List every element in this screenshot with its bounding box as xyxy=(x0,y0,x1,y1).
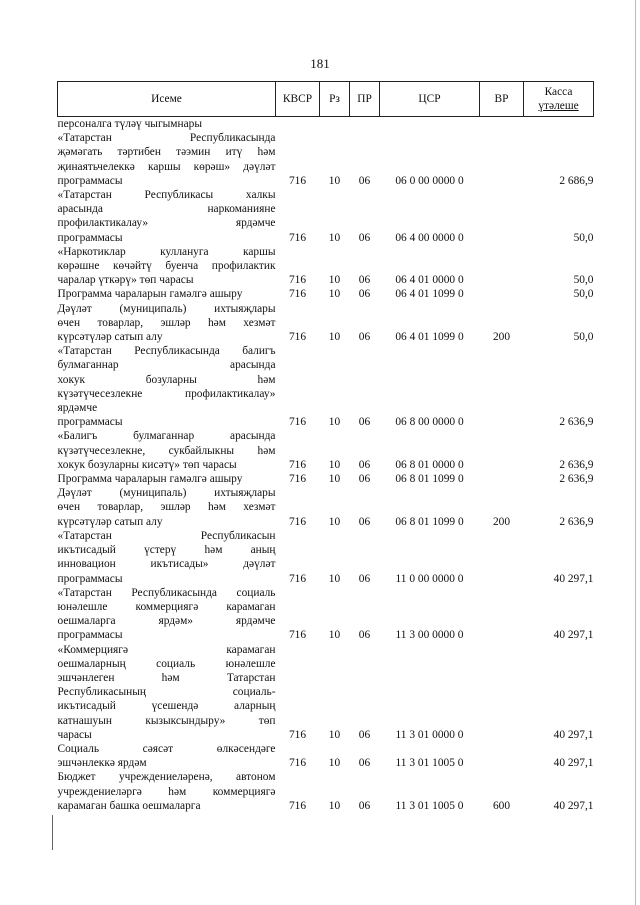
row-name-line: «Наркотиклар куллануга каршы xyxy=(57,245,276,258)
row-name-line: Бюджет учреждениеләренә, автоном xyxy=(57,771,276,784)
row-name-line: юнәлешле коммерциягә карамаган xyxy=(57,600,276,613)
row-rz: 10 xyxy=(328,458,341,471)
row-name-line: Программа чараларын гамәлгә ашыру xyxy=(57,288,243,301)
row-name xyxy=(58,131,276,188)
header-csr: ЦСР xyxy=(380,82,480,117)
row-vr xyxy=(480,344,524,429)
row-name-line: булмаганнар арасында xyxy=(57,359,276,372)
row-name xyxy=(58,529,276,586)
row-name xyxy=(58,117,276,132)
row-amount: 40 297,1 xyxy=(553,728,594,741)
row-csr: 06 0 00 0000 0 xyxy=(395,174,464,187)
header-kvsr: КВСР xyxy=(276,82,320,117)
row-amount: 40 297,1 xyxy=(553,799,594,812)
row-vr xyxy=(480,429,524,472)
row-name-line: көрәшне көчәйтү буенча профилактик xyxy=(57,260,276,273)
table-row xyxy=(58,643,594,742)
row-csr: 11 3 01 0000 0 xyxy=(395,728,464,741)
row-kvsr: 716 xyxy=(288,515,307,528)
row-name xyxy=(58,188,276,245)
row-kvsr: 716 xyxy=(288,231,307,244)
row-csr: 11 3 01 1005 0 xyxy=(395,757,464,770)
row-kvsr: 716 xyxy=(288,174,307,187)
row-vr: 600 xyxy=(492,799,511,812)
row-name-line: «Балигъ булмаганнар арасында xyxy=(57,430,276,443)
row-pr: 06 xyxy=(358,274,371,287)
row-pr: 06 xyxy=(358,629,371,642)
row-name-line: учреждениеләргә һәм коммерциягә xyxy=(57,785,276,798)
row-name xyxy=(58,586,276,643)
row-name-line: чаралар үткәрү» төп чарасы xyxy=(57,274,194,287)
row-amount: 50,0 xyxy=(573,231,594,244)
row-vr xyxy=(480,287,524,301)
row-amount: 40 297,1 xyxy=(553,757,594,770)
table-row xyxy=(58,302,594,345)
row-name-line: эшчәнлеккә ярдәм xyxy=(57,757,147,770)
table-row xyxy=(58,344,594,429)
row-name-line: профилактикалау» ярдәмче xyxy=(57,217,276,230)
row-name-line: икътисадый үсешендә аларның xyxy=(57,700,276,713)
row-name-line: программасы xyxy=(57,572,123,585)
row-csr: 06 8 01 1099 0 xyxy=(395,473,464,486)
row-name-line: Дәүләт (муниципаль) ихтыяҗлары xyxy=(57,487,276,500)
row-name xyxy=(58,287,276,301)
row-rz: 10 xyxy=(328,728,341,741)
row-name-line: оешмаларга ярдәм» ярдәмче xyxy=(57,615,276,628)
row-name-line: ярдәмче xyxy=(57,402,98,415)
row-csr: 06 8 01 1099 0 xyxy=(395,515,464,528)
row-csr xyxy=(380,117,480,132)
row-name-line: өчен товарлар, эшләр һәм хезмәт xyxy=(57,316,276,329)
row-name-line: «Татарстан Республикасында xyxy=(57,132,276,145)
row-name xyxy=(58,770,276,813)
row-vr xyxy=(480,586,524,643)
row-csr: 06 4 01 1099 0 xyxy=(395,331,464,344)
header-cash-line1: Касса xyxy=(544,86,573,98)
row-name xyxy=(58,429,276,472)
row-pr: 06 xyxy=(358,458,371,471)
row-csr: 06 4 01 0000 0 xyxy=(395,274,464,287)
row-rz: 10 xyxy=(328,572,341,585)
row-name xyxy=(58,643,276,742)
row-name-line: персоналга түләү чыгымнары xyxy=(57,118,202,130)
row-rz xyxy=(320,117,350,132)
row-csr: 06 4 01 1099 0 xyxy=(395,288,464,301)
row-name-line: Социаль сәясәт өлкәсендәге xyxy=(57,742,276,755)
table-row xyxy=(58,131,594,188)
row-rz: 10 xyxy=(328,416,341,429)
row-pr: 06 xyxy=(358,728,371,741)
row-pr: 06 xyxy=(358,757,371,770)
row-name-line: өчен товарлар, эшләр һәм хезмәт xyxy=(57,501,276,514)
table-row xyxy=(58,287,594,301)
row-vr xyxy=(480,188,524,245)
row-vr xyxy=(480,529,524,586)
row-kvsr: 716 xyxy=(288,458,307,471)
row-name-line: программасы xyxy=(57,231,123,244)
row-pr: 06 xyxy=(358,288,371,301)
row-vr xyxy=(480,643,524,742)
row-vr: 200 xyxy=(492,331,511,344)
row-amount: 50,0 xyxy=(573,288,594,301)
row-name xyxy=(58,302,276,345)
row-name-line: инновацион икътисады» дәүләт xyxy=(57,558,276,571)
row-kvsr: 716 xyxy=(288,274,307,287)
row-kvsr xyxy=(276,117,320,132)
table-row xyxy=(58,770,594,813)
row-pr: 06 xyxy=(358,174,371,187)
row-vr xyxy=(480,472,524,486)
table-row xyxy=(58,486,594,529)
table-row xyxy=(58,472,594,486)
row-pr xyxy=(350,117,380,132)
row-name-line: җәмәгать тәртибен тәэмин итү һәм xyxy=(57,146,276,159)
row-name-line: «Татарстан Республикасында социаль xyxy=(57,586,276,599)
row-rz: 10 xyxy=(328,757,341,770)
table-row xyxy=(58,529,594,586)
header-rz: Рз xyxy=(320,82,350,117)
table-row xyxy=(58,742,594,770)
row-name-line: «Коммерциягә карамаган xyxy=(57,643,276,656)
row-csr: 06 4 00 0000 0 xyxy=(395,231,464,244)
row-name-line: эшчәнлеген һәм Татарстан xyxy=(57,671,276,684)
row-kvsr: 716 xyxy=(288,416,307,429)
header-vr: ВР xyxy=(480,82,524,117)
row-kvsr: 716 xyxy=(288,799,307,812)
row-rz: 10 xyxy=(328,473,341,486)
row-name-line: чарасы xyxy=(57,728,92,741)
page-number: 181 xyxy=(310,56,330,71)
row-csr: 06 8 00 0000 0 xyxy=(395,416,464,429)
table-row xyxy=(58,117,594,132)
row-csr: 11 3 01 1005 0 xyxy=(395,799,464,812)
scan-edge-line xyxy=(635,0,636,905)
row-name-line: җинаятьчелеккә каршы көрәш» дәүләт xyxy=(57,160,276,173)
row-pr: 06 xyxy=(358,799,371,812)
row-name xyxy=(58,245,276,288)
row-name-line: «Татарстан Республикасы халкы xyxy=(57,189,276,202)
row-pr: 06 xyxy=(358,231,371,244)
row-pr: 06 xyxy=(358,416,371,429)
row-name xyxy=(58,486,276,529)
row-name-line: күрсәтүләр сатып алу xyxy=(57,515,163,528)
row-name-line: арасында наркоманияне xyxy=(57,203,276,216)
row-pr: 06 xyxy=(358,572,371,585)
row-name-line: «Татарстан Республикасын xyxy=(57,529,276,542)
row-kvsr: 716 xyxy=(288,473,307,486)
table-row xyxy=(58,586,594,643)
row-amount: 50,0 xyxy=(573,331,594,344)
row-name-line: программасы xyxy=(57,629,123,642)
scan-margin-mark xyxy=(52,815,53,850)
row-kvsr: 716 xyxy=(288,572,307,585)
row-pr: 06 xyxy=(358,473,371,486)
row-kvsr: 716 xyxy=(288,757,307,770)
table-row xyxy=(58,188,594,245)
row-name-line: оешмаларның социаль юнәлешле xyxy=(57,657,276,670)
row-rz: 10 xyxy=(328,799,341,812)
row-csr: 06 8 01 0000 0 xyxy=(395,458,464,471)
row-csr: 11 3 00 0000 0 xyxy=(395,629,464,642)
budget-table xyxy=(57,81,594,813)
row-name-line: программасы xyxy=(57,416,123,429)
header-name: Исеме xyxy=(58,82,276,117)
row-vr xyxy=(480,245,524,288)
table-body xyxy=(58,117,594,813)
row-amount: 40 297,1 xyxy=(553,629,594,642)
row-amount: 2 636,9 xyxy=(559,473,594,486)
row-amount: 2 686,9 xyxy=(559,174,594,187)
row-name-line: Республикасының социаль- xyxy=(57,686,276,699)
row-name-line: күрсәтүләр сатып алу xyxy=(57,331,163,344)
row-name-line: программасы xyxy=(57,174,123,187)
row-name-line: икътисадый үстерү һәм аның xyxy=(57,544,276,557)
row-name-line: күзәтүчесезлекне, сукбайлыкны һәм xyxy=(57,444,276,457)
header-pr: ПР xyxy=(350,82,380,117)
row-pr: 06 xyxy=(358,331,371,344)
row-name-line: карамаган башка оешмаларга xyxy=(57,799,201,812)
row-name-line: хокук бозуларны кисәтү» төп чарасы xyxy=(57,458,237,471)
row-rz: 10 xyxy=(328,231,341,244)
row-amount: 50,0 xyxy=(573,274,594,287)
row-rz: 10 xyxy=(328,274,341,287)
row-name-line: хокук бозуларны һәм xyxy=(57,373,276,386)
row-name xyxy=(58,344,276,429)
row-csr: 11 0 00 0000 0 xyxy=(395,572,464,585)
row-name-line: Программа чараларын гамәлгә ашыру xyxy=(57,473,243,486)
header-cash xyxy=(524,82,594,117)
table-header-row xyxy=(58,82,594,117)
row-kvsr: 716 xyxy=(288,629,307,642)
row-amount: 2 636,9 xyxy=(559,515,594,528)
row-name-line: күзәтүчесезлекне профилактикалау» xyxy=(57,387,276,400)
row-name xyxy=(58,742,276,770)
row-amount: 40 297,1 xyxy=(553,572,594,585)
row-amount: 2 636,9 xyxy=(559,416,594,429)
row-rz: 10 xyxy=(328,288,341,301)
table-row xyxy=(58,429,594,472)
row-kvsr: 716 xyxy=(288,331,307,344)
row-amount: 2 636,9 xyxy=(559,458,594,471)
row-vr xyxy=(480,117,524,132)
row-name-line: Дәүләт (муниципаль) ихтыяҗлары xyxy=(57,302,276,315)
header-cash-line2: үтәлеше xyxy=(538,100,579,112)
row-rz: 10 xyxy=(328,515,341,528)
row-vr: 200 xyxy=(492,515,511,528)
row-kvsr: 716 xyxy=(288,728,307,741)
row-name-line: катнашуын кызыксындыру» төп xyxy=(57,714,276,727)
row-vr xyxy=(480,131,524,188)
row-name xyxy=(58,472,276,486)
row-name-line: «Татарстан Республикасында балигъ xyxy=(57,345,276,358)
row-vr xyxy=(480,742,524,770)
row-amount xyxy=(524,117,594,132)
table-row xyxy=(58,245,594,288)
row-rz: 10 xyxy=(328,174,341,187)
row-pr: 06 xyxy=(358,515,371,528)
row-rz: 10 xyxy=(328,331,341,344)
row-rz: 10 xyxy=(328,629,341,642)
row-kvsr: 716 xyxy=(288,288,307,301)
